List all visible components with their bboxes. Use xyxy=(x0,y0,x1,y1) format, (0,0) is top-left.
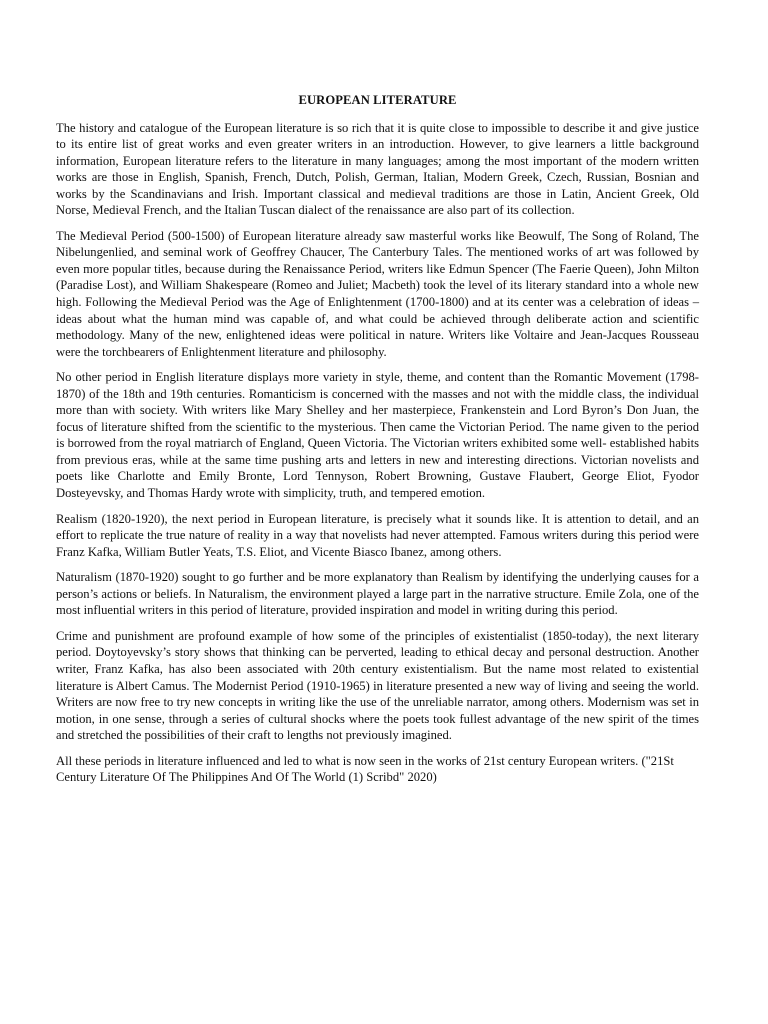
paragraph-medieval-period: The Medieval Period (500-1500) of European literature already saw masterful works like Beowulf, The Song of Roland, The Nibelungenlied, and seminal work of Geoffrey Chaucer, The Canterbury Tales. The mentioned works of art was followed by even more popular titles, because during the Renaissance Period, writers like Edmun Spencer (The Faerie Queen), John Milton (Paradise Lost), and William Shakespeare (Romeo and Juliet; Macbeth) took the level of its literary standard into a whole new high. Following the Medieval Period was the Age of Enlightenment (1700-1800) and at its center was a celebration of ideas – ideas about what the human mind was capable of, and what could be achieved through deliberate action and scientific methodology. Many of the new, enlightened ideas were political in nature. Writers like Voltaire and Jean-Jacques Rousseau were the torchbearers of Enlightenment literature and philosophy. xyxy=(56,228,699,359)
paragraph-existentialism-modernism: Crime and punishment are profound example of how some of the principles of existentialist (1850-today), the next literary period. Doytoyevsky’s story shows that thinking can be perverted, leading to ethical decay and personal destruction. Another writer, Franz Kafka, has also been associated with 20th century existentialism. But the name most related to existential literature is Albert Camus. The Modernist Period (1910-1965) in literature presented a new way of living and seeing the world. Writers are now free to try new concepts in writing like the use of the unreliable narrator, among others. Modernism was set in motion, in one sense, through a series of cultural shocks where the poets took fullest advantage of the new spirit of the times and stretched the possibilities of their craft to lengths not previously imagined. xyxy=(56,628,699,743)
paragraph-romantic-victorian: No other period in English literature displays more variety in style, theme, and content than the Romantic Movement (1798-1870) of the 18th and 19th centuries. Romanticism is concerned with the masses and not with the middle class, the individual more than with society. With writers like Mary Shelley and her masterpiece, Frankenstein and Lord Byron’s Don Juan, the focus of literature shifted from the scientific to the mysterious. Then came the Victorian Period. The name given to the period is borrowed from the royal matriarch of England, Queen Victoria. The Victorian writers exhibited some well- established habits from previous eras, while at the same time pushing arts and letters in new and interesting directions. Victorian novelists and poets like Charlotte and Emily Bronte, Lord Tennyson, Robert Browning, Gustave Flaubert, George Eliot, Fyodor Dosteyevsky, and Thomas Hardy wrote with simplicity, truth, and tempered emotion. xyxy=(56,370,699,501)
paragraph-introduction: The history and catalogue of the European literature is so rich that it is quite close to impossible to describe it and give justice to its entire list of great works and even greater writers in an introduction. However, to give learners a little background information, European literature refers to the literature in many languages; among the most important of the modern written works are those in English, Spanish, French, Dutch, Polish, German, Italian, Modern Greek, Czech, Russian, Bosnian and works by the Scandinavians and Irish. Important classical and medieval traditions are those in Latin, Ancient Greek, Old Norse, Medieval French, and the Italian Tuscan dialect of the renaissance are also part of its collection. xyxy=(56,120,699,218)
document-title: EUROPEAN LITERATURE xyxy=(298,93,457,107)
paragraph-realism: Realism (1820-1920), the next period in European literature, is precisely what it sounds like. It is attention to detail, and an effort to replicate the true nature of reality in a way that novelists had never attempted. Famous writers during this period were Franz Kafka, William Butler Yeats, T.S. Eliot, and Vicente Biasco Ibanez, among others. xyxy=(56,511,699,559)
paragraph-naturalism: Naturalism (1870-1920) sought to go further and be more explanatory than Realism by identifying the underlying causes for a person’s actions or beliefs. In Naturalism, the environment played a large part in the narrative structure. Emile Zola, one of the most influential writers in this period of literature, provided inspiration and model in writing during this period. xyxy=(56,570,699,618)
document-page xyxy=(56,92,699,795)
paragraph-conclusion: All these periods in literature influenced and led to what is now seen in the works of 21st century European writers. ("21St Century Literature Of The Philippines And Of The World (1) Scribd" 2020) xyxy=(56,753,674,785)
